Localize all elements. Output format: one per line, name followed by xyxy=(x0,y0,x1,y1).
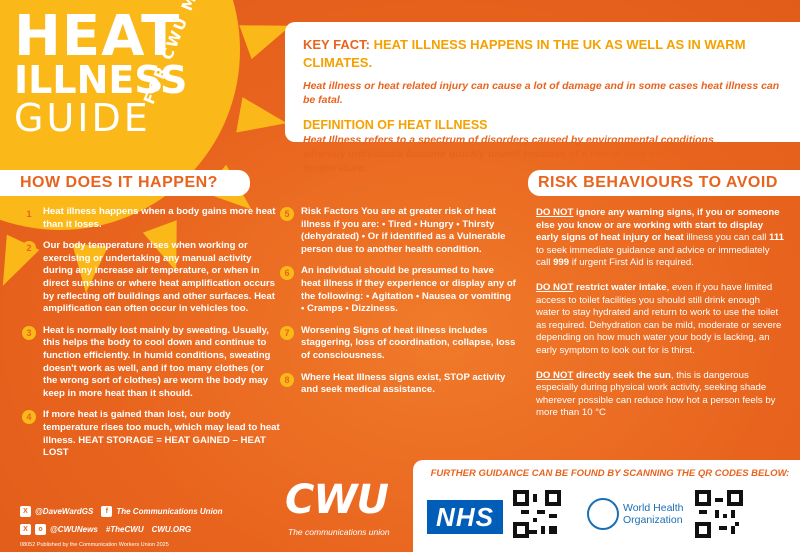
social-handle[interactable]: The Communications Union xyxy=(116,507,223,516)
list-item xyxy=(22,325,280,401)
risk-text: illness you can call xyxy=(683,232,770,244)
guidance-box xyxy=(413,460,800,552)
item-number: 4 xyxy=(22,410,36,424)
risk-bold: restrict water intake xyxy=(573,281,667,293)
how-column-right xyxy=(280,206,516,406)
how-column-left xyxy=(22,206,280,469)
instagram-icon: o xyxy=(35,524,46,535)
title-guide: GUIDE xyxy=(14,96,151,140)
item-text: An individual should be presumed to have heat illness if they experience or display any of the following: • Agitation • Nausea or vomiting • Cramps • Dizziness. xyxy=(301,265,516,315)
hashtag[interactable]: #TheCWU xyxy=(105,525,144,534)
item-text: Heat illness happens when a body gains more heat than it loses. xyxy=(43,206,276,230)
do-not-label: DO NOT xyxy=(536,369,574,381)
item-number: 5 xyxy=(280,207,294,221)
social-handle[interactable]: @DaveWardGS xyxy=(35,507,94,516)
item-text: Where Heat Illness signs exist, STOP activity and seek medical assistance. xyxy=(301,371,506,396)
footer-social-line-1 xyxy=(20,506,223,517)
guidance-title: FURTHER GUIDANCE CAN BE FOUND BY SCANNING THE QR CODES BELOW: xyxy=(430,468,790,479)
risk-text: , even if you have limited access to toilet facilities you should still drink enough water to stay hydrated and return to work to use the toilet as required. Dehydration can be mild, moderate or severe depending on how much water your body is lacking, an early symptom to look out for is thirst. xyxy=(536,281,782,356)
website[interactable]: CWU.ORG xyxy=(151,525,192,534)
list-item xyxy=(22,240,280,316)
item-number: 3 xyxy=(22,326,36,340)
facebook-icon: f xyxy=(101,506,112,517)
risk-text: , this is dangerous especially during physical work activity, seeking shade wherever possible can reduce how hot a person feels by more than 10 °C xyxy=(536,369,776,419)
list-item xyxy=(280,206,516,256)
list-item xyxy=(22,206,280,231)
list-item xyxy=(22,409,280,459)
item-number: 7 xyxy=(280,326,294,340)
risk-paragraph xyxy=(536,282,786,358)
risk-text: if urgent First Aid is required. xyxy=(569,257,694,269)
who-globe-icon xyxy=(587,498,619,530)
how-heading: HOW DOES IT HAPPEN? xyxy=(0,170,250,196)
x-icon: X xyxy=(20,506,31,517)
list-item xyxy=(280,325,516,363)
key-fact-text: Heat illness or heat related injury can cause a lot of damage and in some cases heat illness can be fatal. xyxy=(303,80,780,106)
nhs-logo: NHS xyxy=(427,500,503,534)
cwu-tagline: The communications union xyxy=(288,527,390,537)
item-text: Worsening Signs of heat illness includes staggering, loss of coordination, collapse, loss of consciousness. xyxy=(301,324,516,361)
do-not-label: DO NOT xyxy=(536,281,574,293)
item-text: Heat is normally lost mainly by sweating. Usually, this helps the body to cool down and continue to function efficiently. In humid conditions, sweating doesn't work as well, and if too many clothes (or the wrong sort of clothes) are worn the body may keep in more heat than it should. xyxy=(43,324,271,399)
title-heat: HEAT xyxy=(14,4,181,69)
item-number: 8 xyxy=(280,373,294,387)
risk-bold: 111 xyxy=(769,232,784,244)
item-number: 2 xyxy=(22,241,36,255)
item-text: Our body temperature rises when working or exercising or undertaking any manual activity during any increase air temperature, or when in direct sunshine or where heat amplification occurs by reflecting off buildings and other surfaces. Heat amplification can often occur in vehicles too. xyxy=(43,240,275,315)
list-item xyxy=(280,265,516,315)
title-illness: ILLNESS xyxy=(14,58,188,102)
do-not-label: DO NOT xyxy=(536,207,574,218)
key-fact-box xyxy=(285,22,800,174)
item-text: If more heat is gained than lost, our body temperature rises too much, which may lead to heat illness. HEAT STORAGE = HEAT GAINED – HEAT LOST xyxy=(43,409,280,459)
nhs-qr-code-icon[interactable] xyxy=(513,490,561,538)
list-item xyxy=(280,372,516,397)
risk-paragraph xyxy=(536,207,786,270)
published-note: 08052 Published by the Communication Workers Union 2025 xyxy=(20,542,169,548)
item-number: 6 xyxy=(280,266,294,280)
who-line-1: World Health xyxy=(623,502,684,514)
key-fact-heading xyxy=(303,36,782,72)
cwu-logo: CWU xyxy=(285,477,388,523)
social-handle[interactable]: @CWUNews xyxy=(50,525,98,534)
who-logo-text xyxy=(623,502,684,526)
risk-heading: RISK BEHAVIOURS TO AVOID xyxy=(528,170,800,196)
risk-column xyxy=(536,207,786,432)
risk-bold: ignore any warning signs, if you or someone else you know or are working with start to display early signs of heat injury or heat xyxy=(536,207,780,244)
risk-paragraph xyxy=(536,370,786,420)
definition-title: DEFINITION OF HEAT ILLNESS xyxy=(303,118,488,132)
who-qr-code-icon[interactable] xyxy=(695,490,743,538)
risk-bold: directly seek the sun xyxy=(573,369,671,381)
item-text: Risk Factors You are at greater risk of heat illness if you are: • Tired • Hungry • Thirsty (dehydrated) • Or if identified as a Vulnerable person due to another health condition. xyxy=(301,206,506,255)
item-number: 1 xyxy=(22,207,36,221)
x-icon: X xyxy=(20,524,31,535)
risk-text: to seek immediate guidance and advice or immediately call xyxy=(536,244,770,269)
definition-text: Heat Illness refers to a spectrum of disorders caused by environmental conditions whereby individuals become quickly unwell because of a rise in core body temperature. xyxy=(303,134,714,174)
key-fact-label: KEY FACT: xyxy=(303,37,370,52)
key-fact-headline: HEAT ILLNESS HAPPENS IN THE UK AS WELL AS IN WARM CLIMATES. xyxy=(303,37,746,70)
footer-social-line-2 xyxy=(20,524,191,535)
risk-bold: 999 xyxy=(553,257,570,269)
who-line-2: Organization xyxy=(623,514,683,526)
